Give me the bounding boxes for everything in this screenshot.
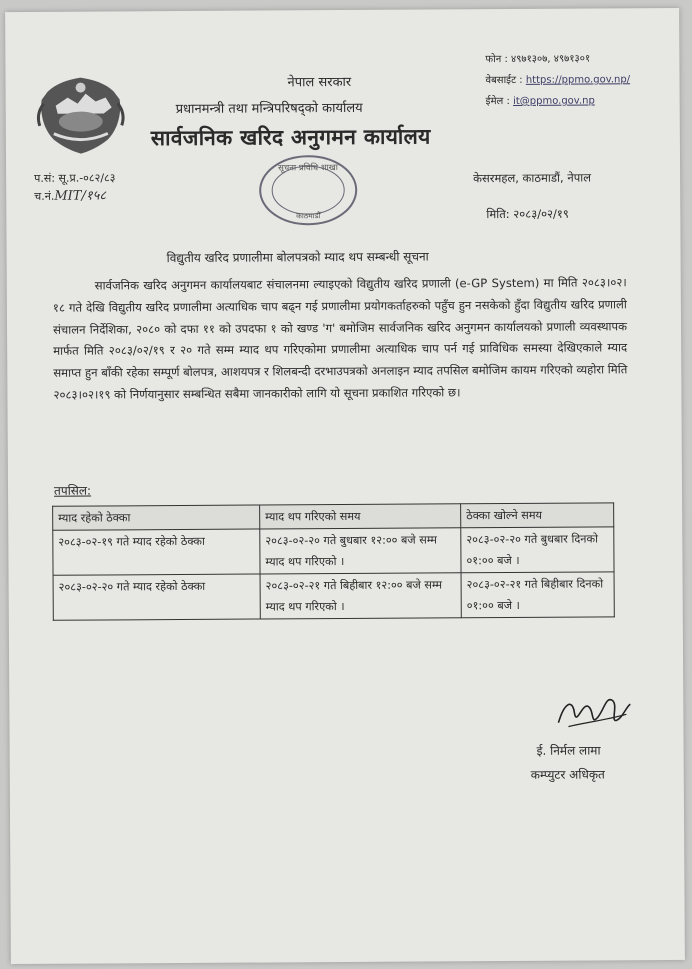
table-cell: २०८३-०२-१९ गते म्याद रहेको ठेक्का — [53, 529, 260, 575]
office-address: केसरमहल, काठमाडौं, नेपाल — [473, 170, 592, 186]
table-header: म्याद थप गरिएको समय — [260, 504, 461, 529]
dispatch-label: च.नं. — [34, 189, 55, 203]
office-stamp — [254, 150, 362, 231]
table-header-row — [53, 503, 614, 530]
ministry-name: प्रधानमन्त्री तथा मन्त्रिपरिषद्को कार्यालय — [175, 100, 363, 118]
table-row — [53, 527, 614, 575]
notice-body — [53, 272, 628, 406]
schedule-table — [52, 502, 615, 620]
dispatch-number: MIT/१५८ — [54, 188, 107, 204]
letter-date: मिति: २०८३/०२/१९ — [486, 206, 569, 222]
signatory-name: ई. निर्मल लामा — [536, 743, 601, 758]
stamp-top-text: सूचना प्रविधि शाखा — [278, 163, 338, 174]
dispatch-number-line — [34, 187, 115, 205]
body-paragraph: सार्वजनिक खरिद अनुगमन कार्यालयबाट संचालनमा ल्याइएको विद्युतीय खरिद प्रणाली (e-GP System) मा मिति २०८३।०२।१८ गते देखि विद्युतीय खरिद प्रणालीमा अत्याधिक चाप बढ्न गई प्रणालीमा प्रयोगकर्ताहरुको पहुँच हुन नसकेको हुँदा विद्युतीय खरिद प्रणाली संचालन निर्देशिका, २०८० को दफा ११ को उपदफा १ को खण्ड 'ग' बमोजिम सार्वजनिक खरिद अनुगमन कार्यालयको प्रणाली व्यवस्थापक मार्फत मिति २०८३/०२/१९ र २० गते सम्म म्याद थप गरिएकोमा प्रणालीमा अत्याधिक चाप पर्न गई प्राविधिक समस्या देखिएकाले म्याद समाप्त हुन बाँकी रहेका सम्पूर्ण बोलपत्र, आशयपत्र र शिलबन्दी दरभाउपत्रको अनलाइन म्याद तपसिल बमोजिम कायम गरिएको व्यहोरा मिति २०८३।०२।१९ को निर्णयानुसार सम्बन्धित सबैमा जानकारीको लागि यो सूचना प्रकाशित गरिएको छ। — [52, 275, 628, 402]
website-link[interactable]: https://ppmo.gov.np/ — [525, 74, 631, 86]
nepal-government-emblem — [33, 73, 127, 156]
stamp-bottom-text: काठमाडौं — [296, 211, 321, 221]
government-name: नेपाल सरकार — [287, 74, 352, 91]
email-label: ईमेल : — [485, 95, 514, 108]
email-line — [486, 90, 631, 112]
contact-block — [485, 48, 630, 112]
website-line — [485, 69, 630, 91]
phone-number: फोन : ४९७१३०७, ४९७१३०१ — [485, 53, 591, 66]
table-cell: २०८३-०२-२० गते बुधबार १२:०० बजे सम्म म्याद थप गरिएको । — [260, 528, 461, 574]
website-label: वेबसाईट : — [485, 74, 526, 87]
table-cell: २०८३-०२-२० गते म्याद रहेको ठेक्का — [53, 574, 260, 620]
table-row — [53, 572, 614, 620]
letter-page — [5, 8, 685, 964]
table-header: म्याद रहेको ठेक्का — [53, 505, 260, 530]
handwritten-signature — [554, 692, 634, 732]
subject-line: विद्युतीय खरिद प्रणालीमा बोलपत्रको म्याद थप सम्बन्धी सूचना — [166, 249, 429, 266]
signatory-title: कम्प्युटर अधिकृत — [530, 767, 605, 782]
reference-block — [34, 169, 116, 205]
table-cell: २०८३-०२-२१ गते बिहीबार दिनको ०१:०० बजे । — [461, 572, 614, 618]
table-cell: २०८३-०२-२१ गते बिहीबार १२:०० बजे सम्म म्याद थप गरिएको । — [260, 573, 461, 619]
table-header: ठेक्का खोल्ने समय — [461, 503, 614, 528]
table-cell: २०८३-०२-२० गते बुधबार दिनको ०१:०० बजे । — [461, 527, 614, 573]
email-link[interactable]: it@ppmo.gov.np — [513, 95, 595, 107]
office-name: सार्वजनिक खरिद अनुगमन कार्यालय — [150, 124, 431, 151]
schedule-heading: तपसिल: — [53, 483, 92, 498]
letter-number: प.सं: सू.प्र.-०८२/८३ — [34, 171, 116, 185]
